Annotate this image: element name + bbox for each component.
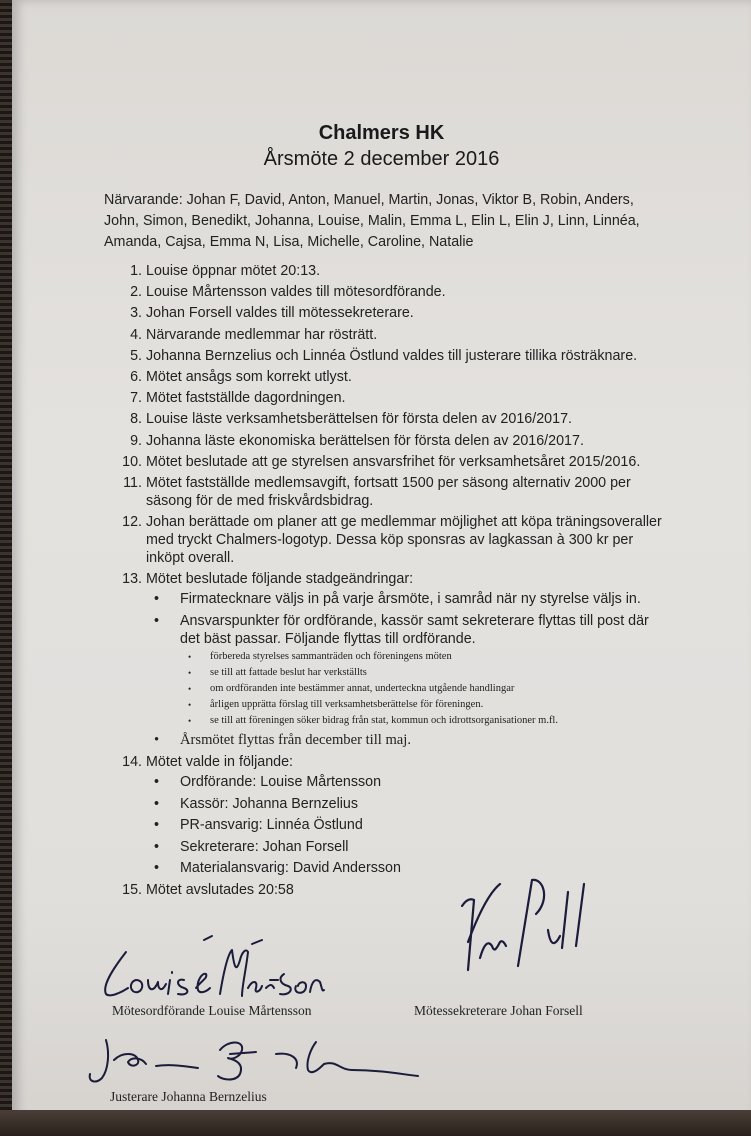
document-subtitle: Årsmöte 2 december 2016 bbox=[263, 148, 500, 170]
list-item: • förbereda styrelses sammanträden och föreningens möten bbox=[188, 650, 452, 662]
agenda-item-7: 7. Mötet fastställde dagordningen. bbox=[130, 390, 346, 407]
list-item: • årligen upprätta förslag till verksamhetsberättelse för föreningen. bbox=[188, 698, 484, 710]
agenda-item-11: 11. Mötet fastställde medlemsavgift, fortsatt 1500 per säsong alternativ 2000 per säsong för de med friskvårdsbidrag. bbox=[123, 474, 631, 509]
agenda-item-3: 3. Johan Forsell valdes till mötessekreterare. bbox=[130, 305, 414, 322]
chair-signature bbox=[92, 930, 327, 1010]
agenda-item-15: 15. Mötet avslutades 20:58 bbox=[122, 882, 294, 898]
list-item: • Sekreterare: Johan Forsell bbox=[154, 838, 349, 855]
list-item: • om ordföranden inte bestämmer annat, underteckna utgående handlingar bbox=[188, 682, 515, 694]
agenda-item-10: 10. Mötet beslutade att ge styrelsen ansvarsfrihet för verksamhetsåret 2015/2016. bbox=[122, 453, 641, 470]
agenda-item-13: 13. Mötet beslutade följande stadgeändringar: • Firmatecknare väljs in på varje årsmöte, i samråd när ny styrelse väljs in. • Ansvarspunkter för ordförande, kassör samt sekreterare flyttas till post där det bäst passar. Följande flyttas till ordförande. • förbereda styrelses sammanträden och föreningens möten • se till att fattade beslut har verkställts • om ordföranden inte bestämmer annat, underteckna utgående handlingar • årligen upprätta förslag till verksamhetsberättelse för föreningen. • se till att föreningen söker bidrag från stat, kommun och idrottsorganisationer m.fl. • Årsmötet flyttas från december till maj. bbox=[104, 570, 664, 749]
list-item: • Ordförande: Louise Mårtensson bbox=[154, 774, 382, 791]
agenda-item-9: 9. Johanna läste ekonomiska berättelsen för första delen av 2016/2017. bbox=[130, 432, 584, 449]
agenda-list bbox=[104, 262, 664, 902]
list-item: • Ansvarspunkter för ordförande, kassör samt sekreterare flyttas till post där det bäst passar. Följande flyttas till ordförande. • förbereda styrelses sammanträden och föreningens möten • se till att fattade beslut har verkställts • om ordföranden inte bestämmer annat, underteckna utgående handlingar • årligen upprätta förslag till verksamhetsberättelse för föreningen. • se till att föreningen söker bidrag från stat, kommun och idrottsorganisationer m.fl. bbox=[146, 612, 664, 728]
desk-shadow bbox=[0, 1110, 751, 1136]
agenda-item-4: 4. Närvarande medlemmar har rösträtt. bbox=[130, 326, 378, 343]
attendance-list: Närvarande: Johan F, David, Anton, Manuel, Martin, Jonas, Viktor B, Robin, Anders, John, Simon, Benedikt, Johanna, Louise, Malin, Emma L, Elin L, Elin J, Linn, Linnéa, Amanda, Cajsa, Emma N, Lisa, Michelle, Caroline, Natalie bbox=[104, 192, 640, 250]
adjuster-signature-label: Justerare Johanna Bernzelius bbox=[110, 1089, 267, 1104]
agenda-item-8: 8. Louise läste verksamhetsberättelsen för första delen av 2016/2017. bbox=[130, 411, 572, 428]
desk-edge bbox=[0, 0, 12, 1136]
agenda-item-2: 2. Louise Mårtensson valdes till mötesordförande. bbox=[130, 284, 446, 301]
agenda-item-1: 1. Louise öppnar mötet 20:13. bbox=[130, 263, 321, 279]
list-item: • Materialansvarig: David Andersson bbox=[154, 860, 401, 877]
agenda-item-5: 5. Johanna Bernzelius och Linnéa Östlund valdes till justerare tillika rösträknare. bbox=[130, 347, 638, 364]
adjuster-signature bbox=[80, 1030, 425, 1090]
secretary-signature-label: Mötessekreterare Johan Forsell bbox=[414, 1003, 583, 1018]
list-item: • Firmatecknare väljs in på varje årsmöte, i samråd när ny styrelse väljs in. bbox=[154, 591, 641, 608]
item13-sub-bullets bbox=[180, 650, 664, 728]
item14-roles bbox=[146, 773, 664, 877]
list-item: • Kassör: Johanna Bernzelius bbox=[154, 795, 359, 812]
list-item: • se till att föreningen söker bidrag från stat, kommun och idrottsorganisationer m.fl. bbox=[188, 714, 558, 726]
agenda-item-12: 12. Johan berättade om planer att ge medlemmar möjlighet att köpa träningsoveraller med tryckt Chalmers-logotyp. Dessa köp sponsras av lagkassan à 300 kr per inköpt overall. bbox=[122, 514, 662, 567]
list-item: • PR-ansvarig: Linnéa Östlund bbox=[154, 817, 363, 834]
list-item: • se till att fattade beslut har verkställts bbox=[188, 666, 367, 678]
secretary-signature bbox=[440, 870, 610, 980]
document-title: Chalmers HK bbox=[318, 122, 445, 144]
agenda-item-6: 6. Mötet ansågs som korrekt utlyst. bbox=[130, 368, 352, 385]
list-item: • Årsmötet flyttas från december till maj. bbox=[154, 732, 411, 749]
chair-signature-label: Mötesordförande Louise Mårtensson bbox=[112, 1003, 312, 1018]
item13-bullets bbox=[146, 590, 664, 749]
agenda-item-14: 14. Mötet valde in följande: • Ordförande: Louise Mårtensson • Kassör: Johanna Bernzelius • PR-ansvarig: Linnéa Östlund • Sekreterare: Johan Forsell • Materialansvarig: David Andersson bbox=[104, 753, 664, 877]
